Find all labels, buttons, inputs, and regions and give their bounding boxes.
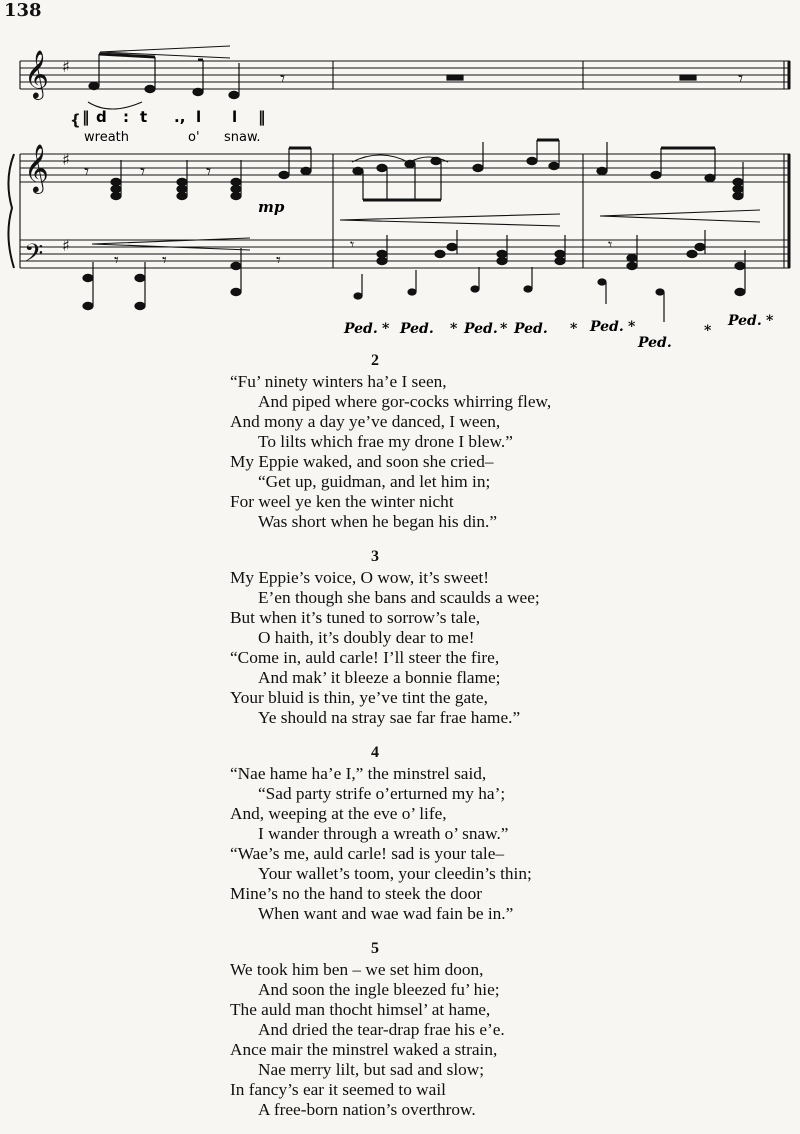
svg-text:♯: ♯ xyxy=(62,236,70,255)
svg-text:𝄾: 𝄾 xyxy=(84,159,90,183)
pedal-mark: Ped. xyxy=(464,321,498,337)
poem-line: And soon the ingle bleezed fu’ hie; xyxy=(258,980,500,999)
stanza-number: 3 xyxy=(371,548,379,565)
stanza-number: 4 xyxy=(371,744,379,761)
svg-text:𝄾: 𝄾 xyxy=(206,159,212,183)
pedal-release-icon: * xyxy=(500,321,508,337)
pedal-release-icon: * xyxy=(570,321,578,337)
svg-text:𝄾: 𝄾 xyxy=(114,250,119,271)
poem-line: My Eppie’s voice, O wow, it’s sweet! xyxy=(230,568,490,587)
poem-line: Ance mair the minstrel waked a strain, xyxy=(230,1040,498,1059)
poem-line: “Fu’ ninety winters ha’e I seen, xyxy=(230,372,447,391)
poem-line: And mony a day ye’ve danced, I ween, xyxy=(230,412,501,431)
svg-text:𝄾: 𝄾 xyxy=(738,66,744,90)
poem-line: E’en though she bans and scaulds a wee; xyxy=(258,588,540,607)
pedal-mark: Ped. xyxy=(590,319,624,335)
lyric-word: snaw. xyxy=(224,130,261,145)
poem-line: “Nae hame ha’e I,” the minstrel said, xyxy=(230,764,487,783)
poem-line: “Wae’s me, auld carle! sad is your tale– xyxy=(230,844,505,863)
poem-line: “Come in, auld carle! I’ll steer the fire, xyxy=(230,648,500,667)
solfa-syllable: l xyxy=(232,108,238,126)
poem-line: Your wallet’s toom, your cleedin’s thin; xyxy=(258,864,532,883)
poem-line: Mine’s no the hand to steek the door xyxy=(230,884,482,903)
poem-line: For weel ye ken the winter nicht xyxy=(230,492,454,511)
poem-line: And dried the tear-drap frae his e’e. xyxy=(258,1020,505,1039)
poem-line: And piped where gor-cocks whirring flew, xyxy=(258,392,552,411)
pedal-release-icon: * xyxy=(628,319,636,335)
svg-text:𝄾: 𝄾 xyxy=(276,250,281,271)
pedal-mark: Ped. xyxy=(514,321,548,337)
svg-text:𝄾: 𝄾 xyxy=(140,159,146,183)
pedal-mark: Ped. xyxy=(728,313,762,329)
poem-line: Nae merry lilt, but sad and slow; xyxy=(258,1060,485,1079)
poem-line: The auld man thocht himsel’ at hame, xyxy=(230,1000,491,1019)
svg-text:‖: ‖ xyxy=(258,108,266,126)
stanza xyxy=(230,938,750,1120)
svg-text:𝄾: 𝄾 xyxy=(280,66,286,90)
poem-stanzas xyxy=(230,350,750,1134)
svg-text:𝄾: 𝄾 xyxy=(608,235,613,254)
pedal-mark: Ped. xyxy=(344,321,378,337)
pedal-markings xyxy=(343,313,774,351)
bass-clef-icon: 𝄢 xyxy=(24,239,44,274)
poem-line: And, weeping at the eve o’ life, xyxy=(230,804,447,823)
poem-line: Was short when he began his din.” xyxy=(258,512,498,531)
piano-treble-staff xyxy=(20,154,790,182)
poem-line: O haith, it’s doubly dear to me! xyxy=(258,628,475,647)
treble-clef-icon: 𝄞 xyxy=(24,49,49,98)
piano-bass-notes xyxy=(83,230,745,322)
poem-line: In fancy’s ear it seemed to wail xyxy=(230,1080,446,1099)
svg-text:𝄾: 𝄾 xyxy=(162,250,167,271)
solfa-syllable: : xyxy=(123,108,129,126)
poem-line: My Eppie waked, and soon she cried– xyxy=(230,452,494,471)
poem-line: But when it’s tuned to sorrow’s tale, xyxy=(230,608,481,627)
svg-text:‖: ‖ xyxy=(82,108,90,126)
pedal-release-icon: * xyxy=(766,313,774,329)
stanza xyxy=(230,350,750,532)
stanza-number: 5 xyxy=(371,940,379,957)
poem-line: And mak’ it bleeze a bonnie flame; xyxy=(258,668,501,687)
svg-text:♯: ♯ xyxy=(62,57,70,76)
stanza xyxy=(230,546,750,728)
piano-bass-staff xyxy=(20,240,790,268)
pedal-release-icon: * xyxy=(704,323,712,339)
treble-clef-icon: 𝄞 xyxy=(24,143,49,192)
pedal-mark: Ped. xyxy=(400,321,434,337)
poem-line: “Sad party strife o’erturned my ha’; xyxy=(258,784,506,803)
poem-line: “Get up, guidman, and let him in; xyxy=(258,472,491,491)
pedal-release-icon: * xyxy=(382,321,390,337)
solfa-syllable: d xyxy=(96,108,107,126)
poem-line: Ye should na stray sae far frae hame.” xyxy=(258,708,521,727)
svg-text:{: { xyxy=(70,111,81,129)
poem-line: A free-born nation’s overthrow. xyxy=(258,1100,476,1119)
voice-staff xyxy=(20,61,790,89)
poem-line: To lilts which frae my drone I blew.” xyxy=(258,432,513,451)
page-number: 138 xyxy=(4,0,42,21)
lyric-word: wreath xyxy=(84,130,129,145)
poem-line: When want and wae wad fain be in.” xyxy=(258,904,514,923)
solfa-syllable: l xyxy=(196,108,202,126)
poem-line: Your bluid is thin, ye’ve tint the gate, xyxy=(230,688,488,707)
stanza-number: 2 xyxy=(371,352,379,369)
music-score xyxy=(0,30,800,360)
solfa-syllable: ., xyxy=(174,108,186,126)
poem-line: I wander through a wreath o’ snaw.” xyxy=(258,824,509,843)
pedal-mark: Ped. xyxy=(638,335,672,351)
svg-text:𝄾: 𝄾 xyxy=(350,235,355,254)
dynamic-marking: mp xyxy=(258,198,285,216)
svg-text:♯: ♯ xyxy=(62,150,70,169)
poem-line: We took him ben – we set him doon, xyxy=(230,960,484,979)
solfa-syllable: t xyxy=(140,108,148,126)
lyric-word: o' xyxy=(188,130,200,145)
stanza xyxy=(230,742,750,924)
pedal-release-icon: * xyxy=(450,321,458,337)
